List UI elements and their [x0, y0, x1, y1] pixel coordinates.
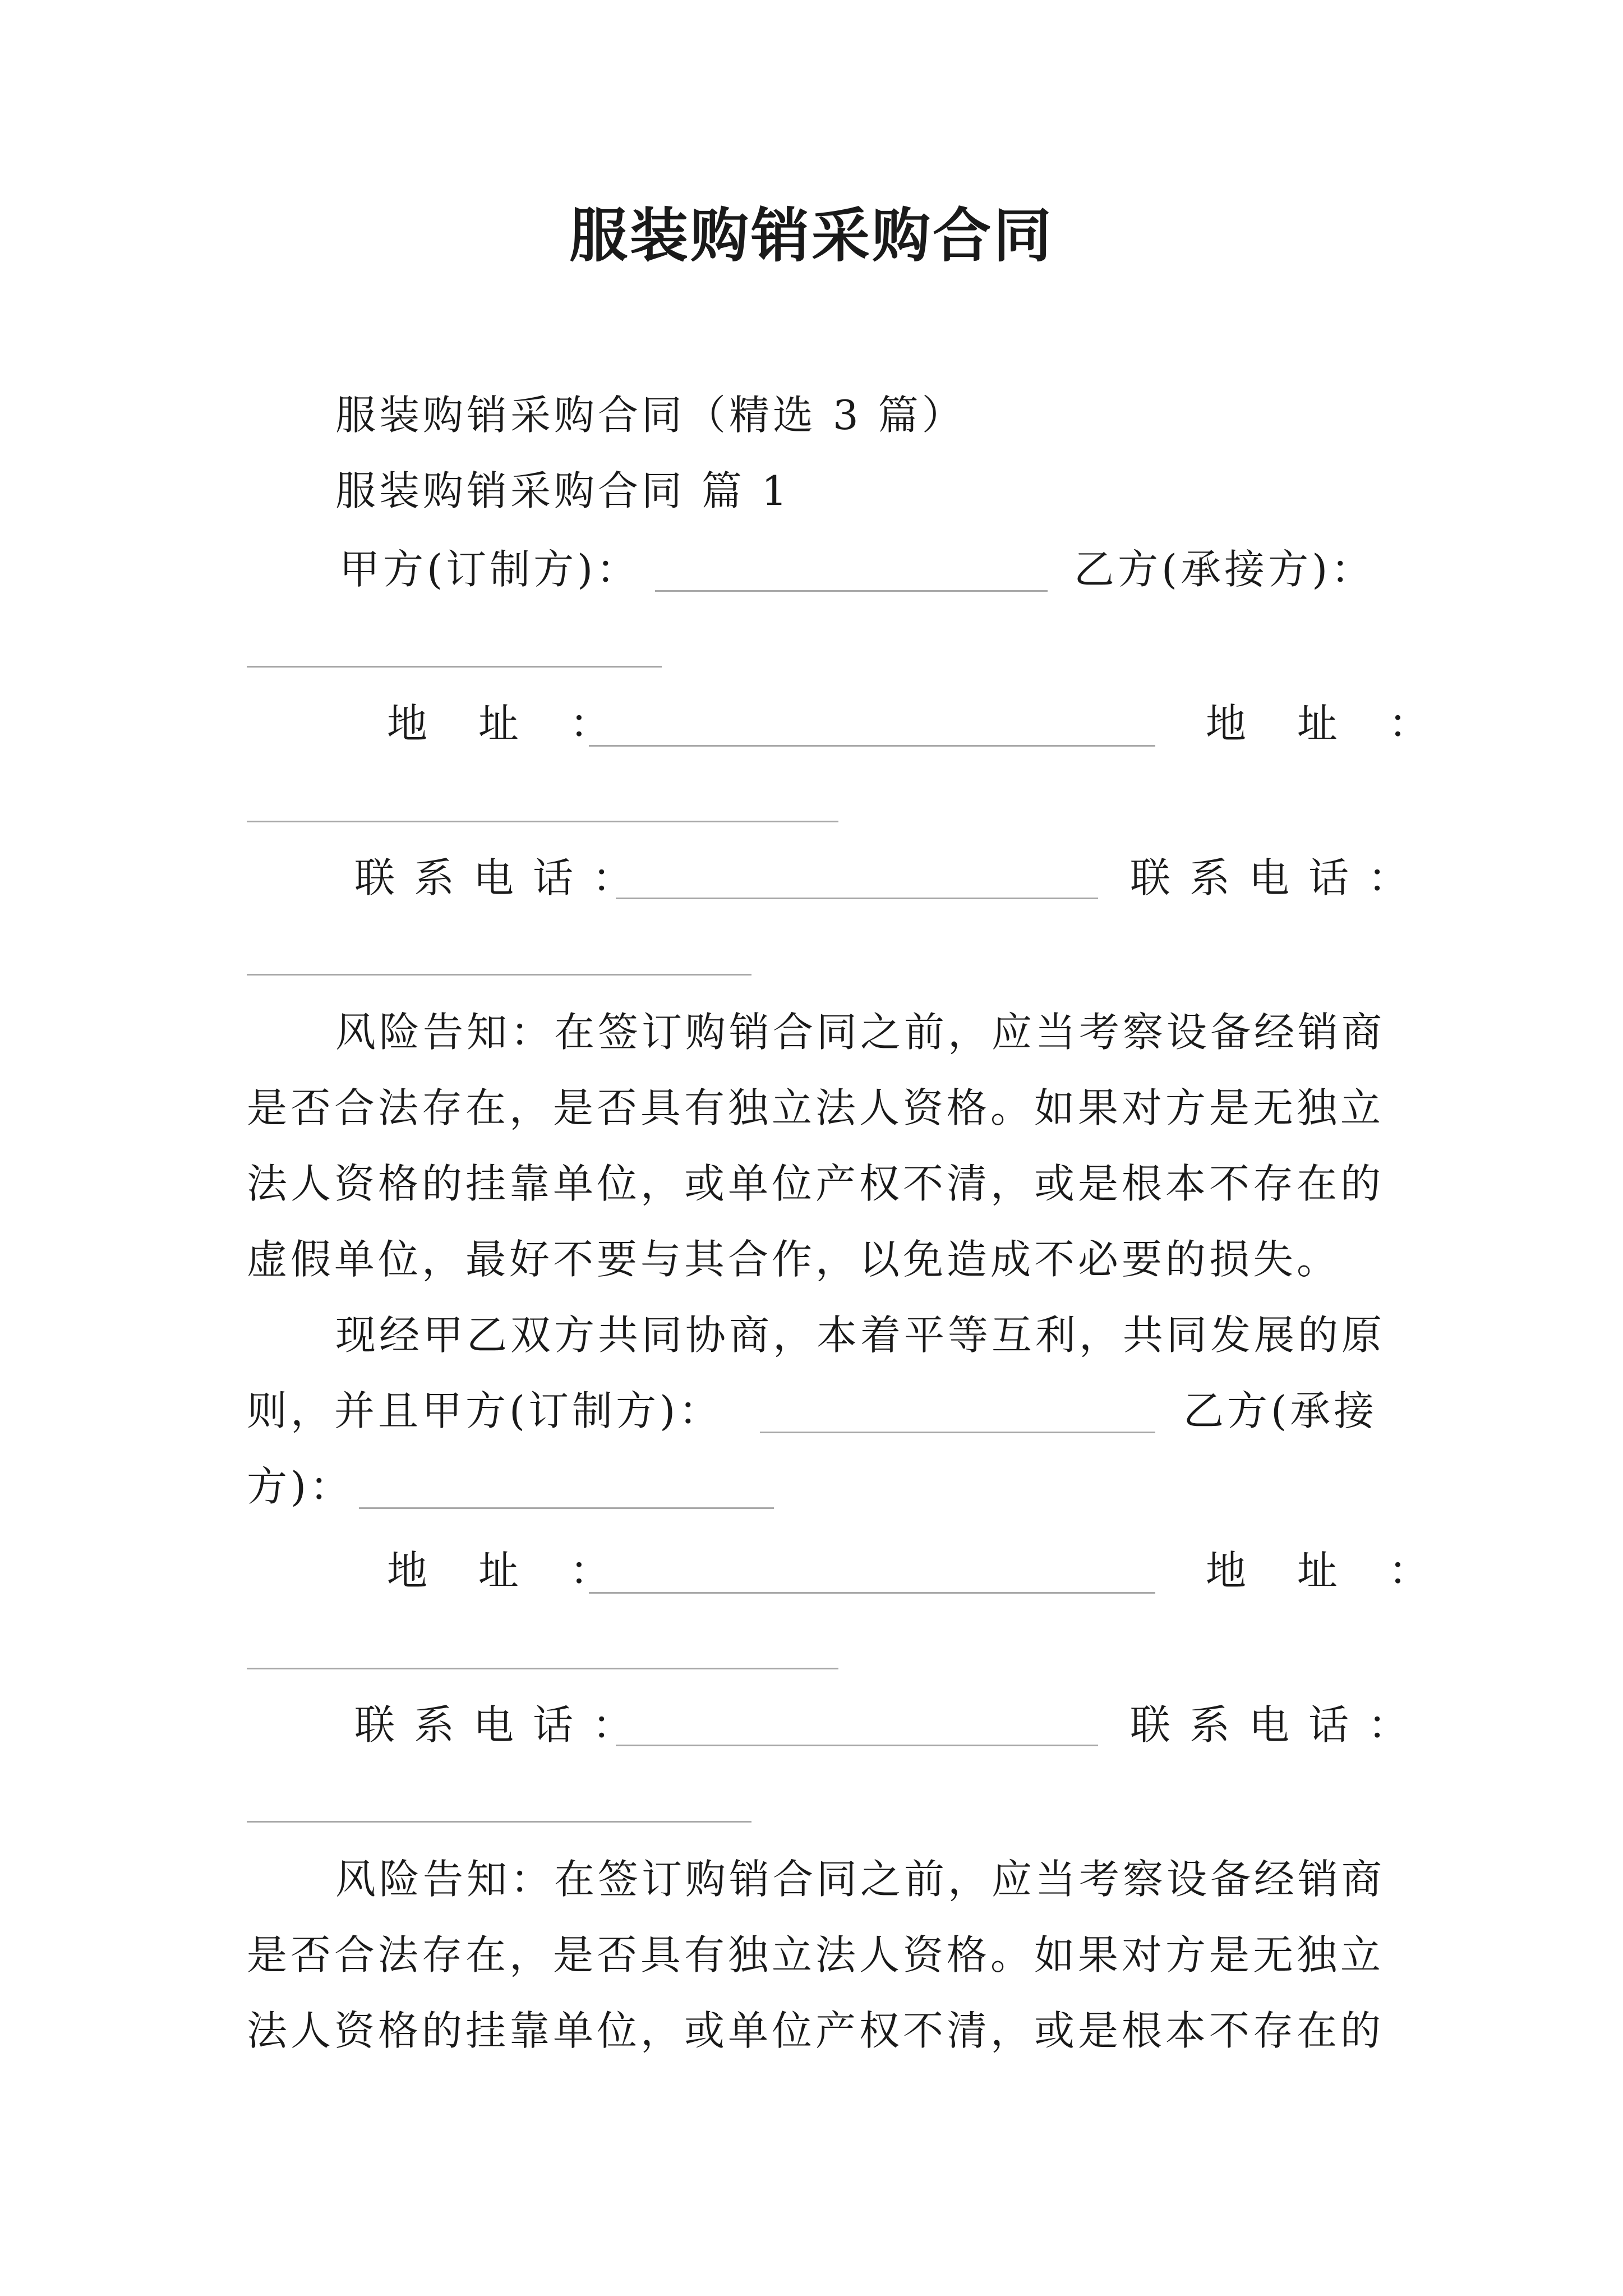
- party-b-label: 乙方(承接方)：: [1074, 546, 1375, 593]
- address-b-blank[interactable]: [247, 821, 838, 822]
- phone-b-blank-2[interactable]: [247, 1821, 751, 1823]
- risk-notice-line: 风险告知：在签订购销合同之前，应当考察设备经销商: [335, 1856, 1386, 1903]
- address-a-blank[interactable]: [589, 745, 1155, 747]
- document-title: 服装购销采购合同: [569, 201, 1054, 270]
- phone-b-label-2: 联系电话：: [1130, 1701, 1428, 1749]
- risk-notice-line: 虚假单位，最好不要与其合作，以免造成不必要的损失。: [247, 1236, 1341, 1283]
- party-b-blank[interactable]: [247, 666, 662, 668]
- address-b-blank-2[interactable]: [247, 1668, 838, 1669]
- risk-notice-line: 风险告知：在签订购销合同之前，应当考察设备经销商: [335, 1009, 1386, 1056]
- agreement-party-b-label-end: 方)：: [247, 1463, 354, 1510]
- risk-notice-line: 法人资格的挂靠单位，或单位产权不清，或是根本不存在的: [247, 1160, 1385, 1207]
- phone-a-label-2: 联系电话：: [354, 1701, 652, 1749]
- address-a-label-2: 地 址 ：: [387, 1547, 629, 1594]
- collection-title: 服装购销采购合同（精选 3 篇）: [335, 392, 966, 439]
- phone-a-label: 联系电话：: [354, 854, 652, 901]
- party-a-blank[interactable]: [655, 590, 1048, 592]
- address-b-label-2: 地 址 ：: [1206, 1547, 1448, 1594]
- agreement-party-b-blank[interactable]: [359, 1507, 774, 1509]
- address-b-label: 地 址 ：: [1206, 700, 1448, 747]
- phone-b-blank[interactable]: [247, 974, 751, 976]
- phone-a-blank[interactable]: [616, 898, 1098, 899]
- risk-notice-line: 法人资格的挂靠单位，或单位产权不清，或是根本不存在的: [247, 2007, 1385, 2054]
- party-a-label: 甲方(订制方)：: [339, 546, 640, 593]
- agreement-line: 现经甲乙双方共同协商，本着平等互利，共同发展的原: [335, 1312, 1386, 1359]
- phone-b-label: 联系电话：: [1130, 854, 1428, 901]
- agreement-party-a-blank[interactable]: [760, 1432, 1155, 1433]
- agreement-party-b-label: 乙方(承接: [1183, 1387, 1378, 1434]
- agreement-party-a-label: 则，并且甲方(订制方)：: [247, 1387, 723, 1434]
- risk-notice-line: 是否合法存在，是否具有独立法人资格。如果对方是无独立: [247, 1084, 1385, 1131]
- address-a-label: 地 址 ：: [387, 700, 629, 747]
- address-a-blank-2[interactable]: [589, 1592, 1155, 1594]
- risk-notice-line: 是否合法存在，是否具有独立法人资格。如果对方是无独立: [247, 1931, 1385, 1978]
- part-title: 服装购销采购合同 篇 1: [335, 467, 791, 514]
- phone-a-blank-2[interactable]: [616, 1745, 1098, 1746]
